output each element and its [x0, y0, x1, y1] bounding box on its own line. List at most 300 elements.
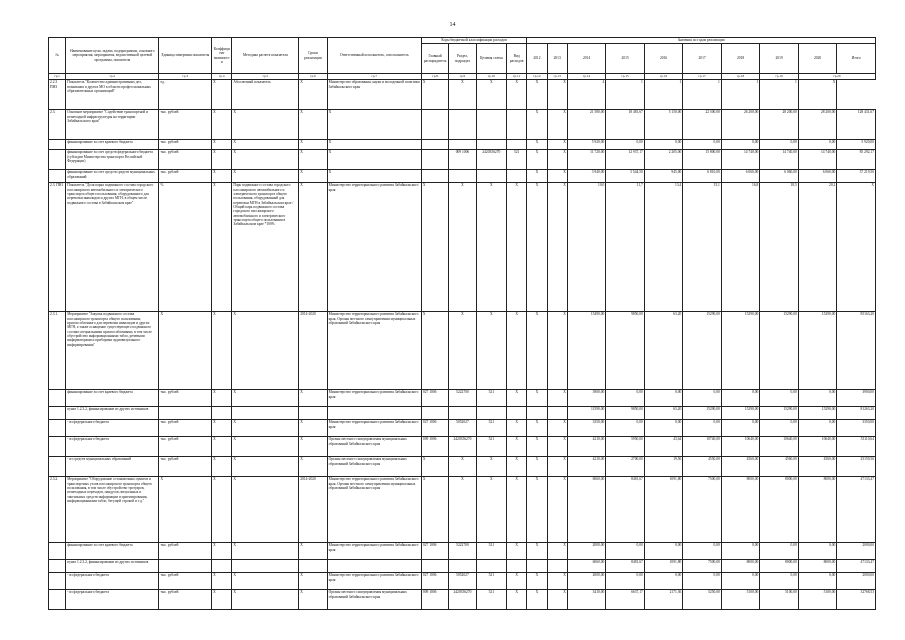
column-number: гр.16 [644, 74, 683, 80]
table-cell: Х [476, 312, 506, 390]
table-cell: Х [232, 477, 299, 543]
table-cell: Х [421, 312, 448, 390]
table-cell: 26 200,00 [721, 110, 760, 140]
header-name: Наименование цели, задачи, подпрограммы, основного мероприятия, мероприятия, ведомственной целевой программы, показателя [66, 38, 159, 74]
table-cell [547, 407, 567, 420]
table-cell: Х [547, 80, 567, 110]
table-cell [421, 150, 448, 170]
table-cell: 2000,00 [837, 573, 876, 590]
table-row [49, 150, 876, 170]
table-cell: Х [232, 457, 299, 477]
table-cell: пункт 1.2.3.2, финансирование из других источников [66, 560, 159, 573]
table-cell: Х [507, 590, 527, 610]
table-cell [449, 110, 476, 140]
table-cell: Х [547, 543, 567, 560]
table-cell: Х [837, 183, 876, 312]
table-row [49, 183, 876, 312]
table-cell: 8481,67 [606, 560, 645, 573]
table-cell: 0,00 [683, 390, 722, 407]
table-cell [49, 390, 66, 407]
table-cell: Х [507, 437, 527, 457]
table-cell: 4 [567, 80, 606, 110]
table-cell: 2171,36 [644, 590, 683, 610]
table-cell [421, 407, 448, 420]
column-number: гр.15 [606, 74, 645, 80]
column-number: гр.11 [507, 74, 527, 80]
table-cell: 18,5 [760, 183, 799, 312]
table-cell: 1 [760, 80, 799, 110]
table-cell: 15,1 [683, 183, 722, 312]
table-cell: Х [299, 573, 327, 590]
table-cell: Х [527, 420, 547, 437]
table-cell: Х [232, 150, 299, 170]
table-cell: 0,00 [721, 140, 760, 150]
table-cell: 28 200,00 [760, 110, 799, 140]
header-year: 2015 [606, 44, 645, 74]
column-number: гр.1 [49, 74, 66, 80]
table-cell [476, 560, 506, 573]
table-cell: 2.3. [49, 110, 66, 140]
table-cell: 15290,00 [721, 407, 760, 420]
column-number: гр.12 [527, 74, 547, 80]
table-cell: 0,00 [683, 543, 722, 560]
table-row [49, 407, 876, 420]
table-cell [449, 560, 476, 573]
table-row [49, 543, 876, 560]
table-cell: 1 [721, 80, 760, 110]
table-cell: Х [232, 573, 299, 590]
table-cell: Х [212, 183, 232, 312]
table-cell: тыс. рублей [159, 140, 212, 150]
header-code-grbs: Главный распорядитель [421, 44, 448, 74]
table-cell: Х [527, 477, 547, 543]
table-cell: Х [507, 477, 527, 543]
table-cell [476, 170, 506, 183]
table-cell: тыс. рублей [159, 573, 212, 590]
table-cell: финансирование за счет краевого бюджета [66, 140, 159, 150]
table-cell: Х [476, 457, 506, 477]
table-cell: 009 1006 [449, 150, 476, 170]
header-values-group: Значения по годам реализации [527, 38, 876, 44]
table-cell: Х [299, 140, 327, 150]
table-cell [49, 573, 66, 590]
table-cell: Показатель "Количество административных дел, возникших в других МО в области профессиональных образовательных организаций" [66, 80, 159, 110]
table-cell: 19,56 [644, 457, 683, 477]
table-cell: 521 [476, 590, 506, 610]
table-cell [299, 560, 327, 573]
table-cell: 0,00 [721, 573, 760, 590]
table-row [49, 457, 876, 477]
table-cell [421, 560, 448, 573]
table-cell: 027 1006 [421, 420, 448, 437]
column-number: гр.10 [476, 74, 506, 80]
table-cell [49, 560, 66, 573]
table-cell: 8481,67 [606, 477, 645, 543]
table-row [49, 590, 876, 610]
table-cell: Х [327, 110, 421, 140]
table-cell: Х [547, 477, 567, 543]
table-cell: Х [507, 573, 527, 590]
column-number: гр.9 [449, 74, 476, 80]
table-cell [527, 407, 547, 420]
table-cell: 5100,00 [760, 590, 799, 610]
table-cell: 7500,00 [683, 560, 722, 573]
table-cell: Х [507, 543, 527, 560]
table-cell: 0,00 [760, 543, 799, 560]
table-cell: 027 1006 [421, 573, 448, 590]
table-cell: 0,00 [683, 420, 722, 437]
table-cell [49, 150, 66, 170]
table-cell: 16,8 [721, 183, 760, 312]
table-cell [449, 407, 476, 420]
table-cell: 8000,00 [721, 560, 760, 573]
table-cell [476, 110, 506, 140]
table-cell: 4560,00 [760, 457, 799, 477]
table-cell: тыс. рублей [159, 437, 212, 457]
table-cell: Парк подвижного состава городского пассажирского автомобильного и электрического транспорта общего пользования, оборудованный для перевозки МГН в Забайкальском крае / Общий парк подвижного состава городского пассажирского автомобильного и электрического транспорта общего пользования в Забайкальском крае *100% [232, 183, 299, 312]
column-number: гр.13 [547, 74, 567, 80]
table-cell: Х [299, 390, 327, 407]
table-cell: Министерство образования, науки и молодежной политики Забайкальского края [327, 80, 421, 110]
table-cell: тыс. рублей [159, 590, 212, 610]
table-cell: 18 481,67 [606, 110, 645, 140]
column-number: гр.19 [760, 74, 799, 80]
table-cell: 6060,00 [567, 477, 606, 543]
table-cell [507, 110, 527, 140]
table-cell [232, 407, 299, 420]
header-no: № [49, 38, 66, 74]
table-row [49, 420, 876, 437]
table-cell: 14 740,00 [721, 150, 760, 170]
table-row [49, 437, 876, 457]
table-cell: Х [212, 80, 232, 110]
table-cell: 2000,00 [567, 573, 606, 590]
table-cell: ед. [159, 80, 212, 110]
table-cell: 8000,00 [760, 477, 799, 543]
table-cell: 2420356270 [449, 437, 476, 457]
table-cell: 2420356270 [449, 590, 476, 610]
table-cell: 521 [476, 390, 506, 407]
table-cell: Х [527, 140, 547, 150]
table-cell: Х [547, 590, 567, 610]
table-cell: 2000,00 [837, 543, 876, 560]
table-cell: 009 1006 [421, 590, 448, 610]
table-cell: 37 219,50 [837, 170, 876, 183]
table-cell: Х [327, 150, 421, 170]
table-cell: 53110,64 [837, 437, 876, 457]
table-cell: Х [527, 80, 547, 110]
table-cell: 5052027 [449, 420, 476, 437]
table-cell: 521 [476, 437, 506, 457]
table-cell: 2.3.2. [49, 477, 66, 543]
table-cell: 0,00 [760, 390, 799, 407]
table-cell: 0,00 [798, 543, 837, 560]
table-cell: Х [507, 390, 527, 407]
table-cell [49, 420, 66, 437]
table-cell: Х [527, 573, 547, 590]
table-cell: финансирование за счет средств федерального бюджета (субсидии Министерства транспорта Российской Федерации) [66, 150, 159, 170]
table-cell: 0,00 [606, 573, 645, 590]
table-cell: 15290,00 [683, 312, 722, 390]
table-cell: Х [212, 573, 232, 590]
table-cell: Х [299, 420, 327, 437]
table-cell: 0,00 [606, 543, 645, 560]
table-cell [547, 560, 567, 573]
table-cell: 8000,00 [798, 477, 837, 543]
table-cell: 3350,00 [567, 420, 606, 437]
table-cell: тыс. рублей [159, 420, 212, 437]
table-cell: 6637,17 [606, 590, 645, 610]
table-body [49, 80, 876, 610]
table-cell: Органы местного самоуправления муниципальных образований Забайкальского края [327, 590, 421, 610]
table-cell: 15290,00 [721, 312, 760, 390]
table-cell: Х [299, 110, 327, 140]
table-cell: 15290,00 [798, 407, 837, 420]
table-cell: Х [212, 170, 232, 183]
table-cell: 85 292,17 [837, 150, 876, 170]
table-cell: 2.2.3 ПНЗ [49, 80, 66, 110]
table-cell [299, 407, 327, 420]
table-cell: Х [547, 170, 567, 183]
table-cell: финансирование за счет краевого бюджета [66, 543, 159, 560]
table-cell: Министерство территориального развития Забайкальского края [327, 420, 421, 437]
table-cell: 63,20 [644, 312, 683, 390]
table-cell: 0,00 [644, 543, 683, 560]
table-cell [49, 543, 66, 560]
table-cell: 4560,00 [721, 457, 760, 477]
table-cell [49, 170, 66, 183]
table-cell [327, 560, 421, 573]
table-cell [159, 407, 212, 420]
table-cell: 0,00 [721, 420, 760, 437]
table-cell: тыс. рублей [159, 390, 212, 407]
table-cell: Х [212, 140, 232, 150]
table-cell: 10640,00 [721, 437, 760, 457]
table-cell: % [159, 183, 212, 312]
table-cell [507, 560, 527, 573]
table-cell: Х [299, 457, 327, 477]
table-cell: 2420356270 [476, 150, 506, 170]
table-cell: 0,00 [798, 420, 837, 437]
table-cell: 0,00 [644, 140, 683, 150]
table-cell: 21 580,00 [567, 110, 606, 140]
table-cell: Х [212, 390, 232, 407]
table-cell: Х [212, 110, 232, 140]
column-number: гр.2 [66, 74, 159, 80]
table-cell [527, 560, 547, 573]
table-cell: 0,00 [683, 140, 722, 150]
table-cell: 1 [644, 80, 683, 110]
table-cell: 1091,80 [644, 477, 683, 543]
table-cell [507, 407, 527, 420]
table-cell: Х [476, 80, 506, 110]
table-cell: Х [299, 590, 327, 610]
table-cell: 3900,00 [567, 390, 606, 407]
table-cell [49, 457, 66, 477]
header-year: 2017 [683, 44, 722, 74]
table-cell: Х [232, 312, 299, 390]
table-cell: Х [232, 437, 299, 457]
table-cell: Мероприятие "Закупка подвижного состава пассажирского транспорта общего пользования, приспособленного для перевозки инвалидов и других МГН, а также оснащение существующего подвижного состава специальными приспособлениями, в том числе обустройство информационными табло, речевыми информаторами и приборами аудиовизуального информирования" [66, 312, 159, 390]
header-method: Методика расчета показателя [232, 38, 299, 74]
table-cell: 10640,00 [798, 437, 837, 457]
table-cell: 4210,00 [567, 437, 606, 457]
table-cell: Х [212, 543, 232, 560]
table-cell: 5100,00 [798, 590, 837, 610]
table-cell: Х [212, 477, 232, 543]
table-cell: 8000,00 [760, 560, 799, 573]
table-cell: 4550,00 [683, 457, 722, 477]
table-cell: 2 205,00 [644, 150, 683, 170]
table-cell: Х [421, 183, 448, 312]
table-cell: 521 [507, 150, 527, 170]
program-table [48, 37, 876, 610]
table-cell: Х [299, 183, 327, 312]
table-cell: 10740,00 [683, 437, 722, 457]
table-cell: Х [449, 457, 476, 477]
table-cell: Министерство территориального развития Забайкальского края, Органы местного самоуправления муниципальных образований Забайкальского края [327, 312, 421, 390]
header-year: 2018 [721, 44, 760, 74]
table-cell: 0,00 [721, 543, 760, 560]
table-cell: 0,00 [798, 140, 837, 150]
table-cell: 8000,00 [798, 560, 837, 573]
table-cell [507, 140, 527, 150]
table-cell: Х [547, 420, 567, 437]
table-row [49, 110, 876, 140]
table-cell: Х [299, 170, 327, 183]
table-cell: Х [232, 420, 299, 437]
table-row [49, 140, 876, 150]
table-cell: Х [299, 543, 327, 560]
table-cell [421, 170, 448, 183]
table-cell: - из федерального бюджета [66, 437, 159, 457]
table-cell: 15290,00 [760, 407, 799, 420]
table-cell: 0,00 [683, 573, 722, 590]
table-cell: 0,00 [644, 420, 683, 437]
table-cell: 0,00 [760, 573, 799, 590]
table-cell: 521 [476, 420, 506, 437]
table-cell: - из средств муниципальных образований [66, 457, 159, 477]
table-cell: тыс. рублей [159, 457, 212, 477]
main-table-wrapper [48, 37, 876, 620]
header-executor: Ответственный исполнитель, соисполнитель [327, 38, 421, 74]
table-cell: Мероприятие "Оборудование остановочных пунктов и транспортных узлов пассажирского транспорта общего пользования, в том числе обустройство тротуаров, пешеходных переходов, пандусов, визуальных и тактильных средств информации и ориентирования, информационными табло, бегущей строкой и т.д." [66, 477, 159, 543]
table-cell: 6 810,00 [683, 170, 722, 183]
column-number: гр.20 [798, 74, 875, 80]
header-year: 2019 [760, 44, 799, 74]
table-cell: Х [547, 150, 567, 170]
table-cell: 47133,47 [837, 560, 876, 573]
table-cell: Х [449, 312, 476, 390]
table-cell: 0,00 [798, 573, 837, 590]
table-cell: 85163,20 [837, 312, 876, 390]
table-cell: Х [212, 590, 232, 610]
table-cell: 15290,00 [760, 312, 799, 390]
table-cell: 25159,56 [837, 457, 876, 477]
table-cell: Х [421, 80, 448, 110]
table-cell: Х [527, 590, 547, 610]
table-cell: 14 740,00 [760, 150, 799, 170]
table-cell: Х [527, 110, 547, 140]
table-cell: 945,00 [644, 170, 683, 183]
header-year: 2013 [547, 44, 567, 74]
table-row [49, 170, 876, 183]
table-row [49, 312, 876, 390]
table-cell: Министерство территориального развития Забайкальского края [327, 543, 421, 560]
header-year: 2020 [798, 44, 837, 74]
table-cell: Х [212, 150, 232, 170]
table-cell: Органы местного самоуправления муниципальных образований Забайкальского края [327, 457, 421, 477]
table-cell: 3 940,00 [567, 170, 606, 183]
table-cell: финансирование за счет краевого бюджета [66, 390, 159, 407]
table-cell: Х [547, 573, 567, 590]
table-cell: 128 431,67 [837, 110, 876, 140]
table-row [49, 477, 876, 543]
table-cell [212, 560, 232, 573]
table-cell: 5 920,00 [567, 140, 606, 150]
table-cell: 2000,00 [567, 543, 606, 560]
table-cell: 15290,00 [683, 407, 722, 420]
table-cell: Х [421, 457, 448, 477]
column-number: гр.5 [232, 74, 299, 80]
table-cell: 0,00 [644, 390, 683, 407]
header-year: 2012 [527, 44, 547, 74]
table-cell: Министерство территориального развития Забайкальского края [327, 183, 421, 312]
table-cell: 10,0 [567, 183, 606, 312]
table-cell: Х [299, 437, 327, 457]
table-cell: 13,4 [644, 183, 683, 312]
table-cell: тыс. рублей [159, 543, 212, 560]
table-cell: Х [527, 437, 547, 457]
table-cell: Х [798, 80, 837, 110]
table-cell [421, 140, 448, 150]
header-year: 2014 [567, 44, 606, 74]
table-cell: 2014-2020 [299, 312, 327, 390]
table-cell: Х [327, 170, 421, 183]
column-number: гр.4 [212, 74, 232, 80]
table-cell: Х [547, 312, 567, 390]
table-cell: 0,00 [606, 420, 645, 437]
table-cell: тыс. рублей [159, 150, 212, 170]
column-number: гр.18 [721, 74, 760, 80]
table-cell: - из федерального бюджета [66, 590, 159, 610]
table-cell: 4560,00 [798, 457, 837, 477]
table-cell: Х [547, 183, 567, 312]
header-term: Сроки реализации [299, 38, 327, 74]
table-cell: 5 150,00 [644, 110, 683, 140]
column-number: гр.7 [327, 74, 421, 80]
table-cell: 5 920,00 [837, 140, 876, 150]
table-cell: 0,00 [606, 390, 645, 407]
table-cell: 1 [683, 80, 722, 110]
table-cell: 81263,20 [837, 407, 876, 420]
table-cell: 0,00 [760, 140, 799, 150]
table-cell: Х [547, 140, 567, 150]
table-cell: Х [476, 477, 506, 543]
table-cell: Х [527, 457, 547, 477]
table-cell: 22 500,00 [683, 110, 722, 140]
column-number: гр.6 [299, 74, 327, 80]
table-cell: Х [547, 390, 567, 407]
table-cell: 12 937,17 [606, 150, 645, 170]
table-cell: 2700,00 [606, 457, 645, 477]
table-cell: 5 544,50 [606, 170, 645, 183]
table-cell: Х [212, 437, 232, 457]
table-cell: 10640,00 [760, 437, 799, 457]
table-cell: Основное мероприятие "Содействие транспортной и пешеходной инфраструктуры на территории Забайкальского края" [66, 110, 159, 140]
table-cell: Х [527, 312, 547, 390]
table-cell: Х [449, 80, 476, 110]
